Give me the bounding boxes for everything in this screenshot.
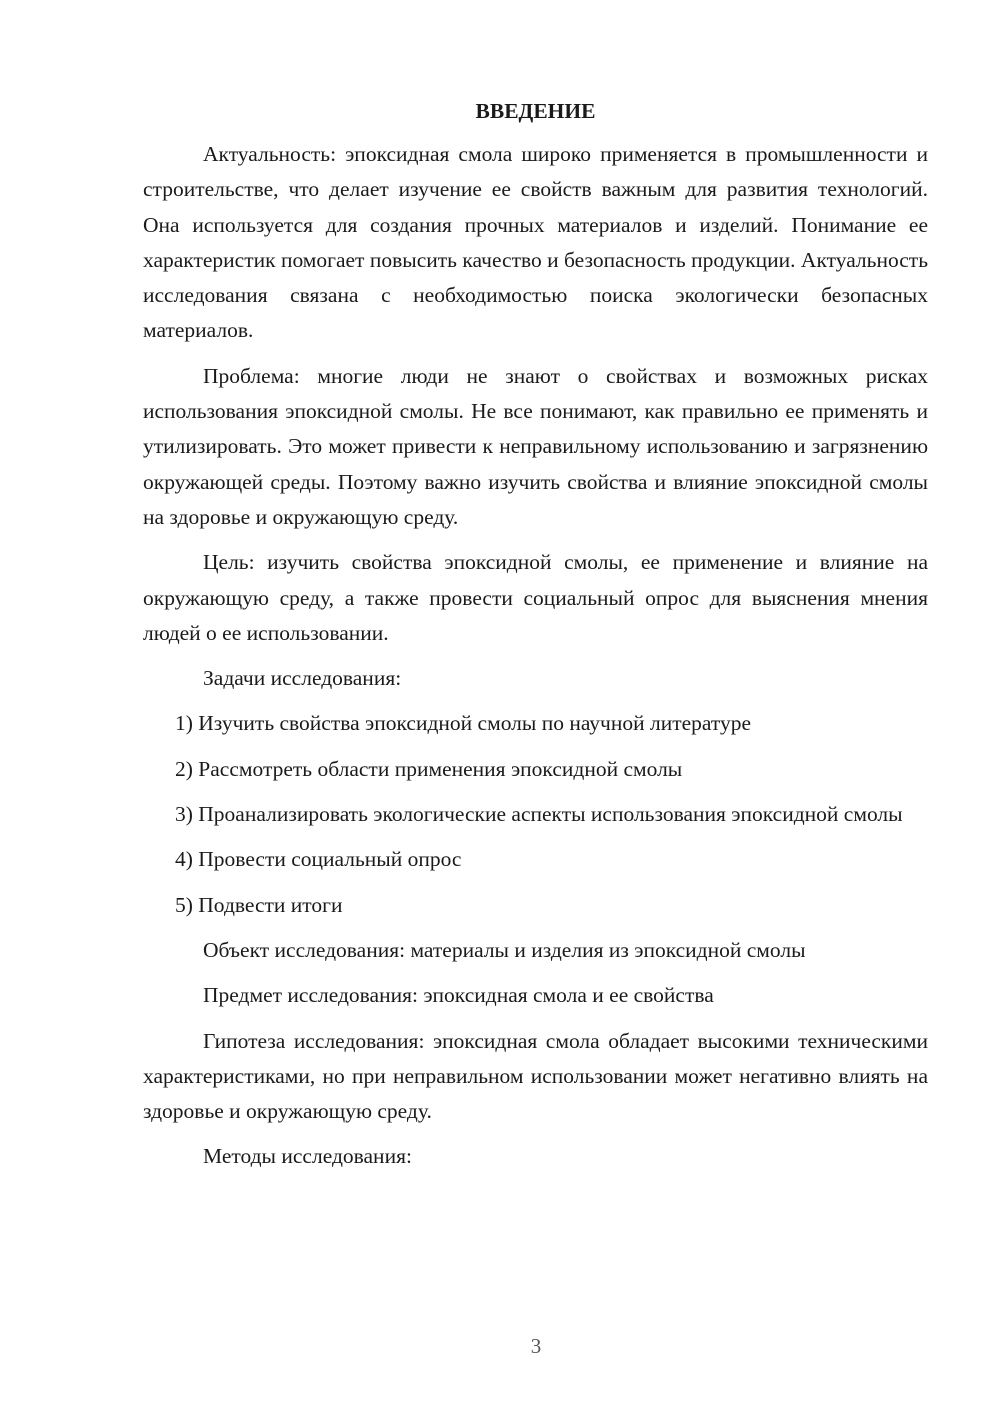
paragraph-problem: Проблема: многие люди не знают о свойствах и возможных рисках использования эпоксидной смолы. Не все понимают, как правильно ее применять и утилизировать. Это может привести к неправильному использованию и загрязнению окружающей среды. Поэтому важно изучить свойства и влияние эпоксидной смолы на здоровье и окружающую среду. [143,363,928,529]
paragraph-object: Объект исследования: материалы и изделия из эпоксидной смолы [203,937,806,962]
page-number: 3 [530,1334,542,1358]
task-item: 3) Проанализировать экологические аспекты использования эпоксидной смолы [175,802,903,827]
paragraph-relevance: Актуальность: эпоксидная смола широко применяется в промышленности и строительстве, что делает изучение ее свойств важным для развития технологий. Она используется для создания прочных материалов и изделий. Понимание ее характеристик помогает повысить качество и безопасность продукции. Актуальность исследования связана с необходимостью поиска экологически безопасных материалов. [143,142,928,343]
page-content [143,94,928,1185]
task-item: 4) Провести социальный опрос [175,847,462,872]
paragraph-subject: Предмет исследования: эпоксидная смола и ее свойства [203,983,714,1008]
tasks-heading: Задачи исследования: [203,666,402,691]
task-item: 5) Подвести итоги [175,892,343,917]
section-title: ВВЕДЕНИЕ [475,99,596,123]
task-item: 1) Изучить свойства эпоксидной смолы по научной литературе [175,711,752,736]
paragraph-goal: Цель: изучить свойства эпоксидной смолы, ее применение и влияние на окружающую среду, а также провести социальный опрос для выяснения мнения людей о ее использовании. [143,550,928,645]
task-item: 2) Рассмотреть области применения эпоксидной смолы [175,756,683,781]
paragraph-hypothesis: Гипотеза исследования: эпоксидная смола обладает высокими техническими характеристиками, но при неправильном использовании может негативно влиять на здоровье и окружающую среду. [143,1028,928,1124]
methods-heading: Методы исследования: [203,1144,412,1169]
